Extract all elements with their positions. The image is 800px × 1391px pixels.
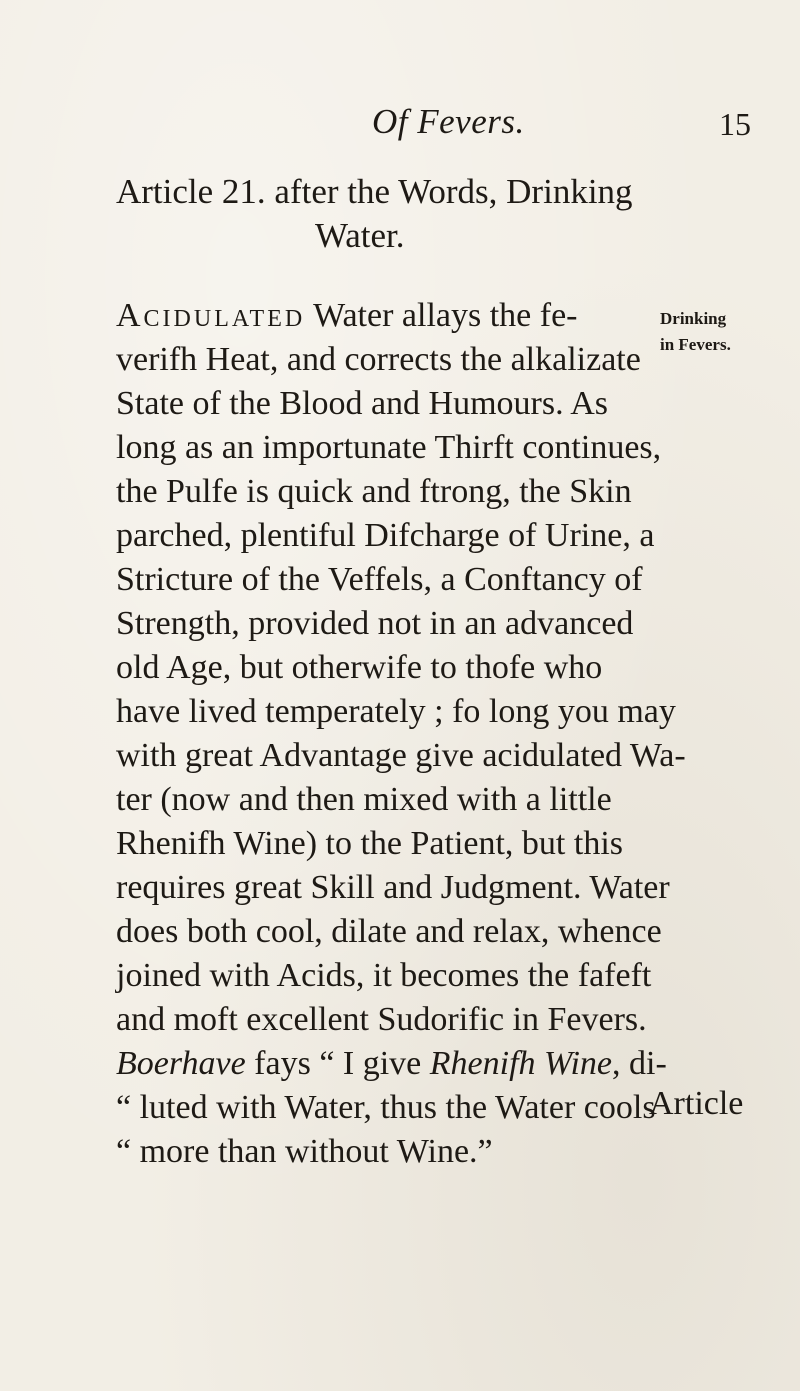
body-line-14: requires great Skill and Judgment. Water [116, 869, 670, 906]
body-line-9: old Age, but otherwife to thofe who [116, 649, 603, 686]
body-line-4: long as an importunate Thirft continues, [116, 429, 662, 466]
body-line-1 [116, 294, 578, 338]
body-line-1-rest: Water allays the fe- [305, 297, 578, 334]
catchword: Article [649, 1085, 744, 1122]
body-line-15: does both cool, dilate and relax, whence [116, 913, 662, 950]
body-line-12: ter (now and then mixed with a little [116, 781, 612, 818]
body-line-10: have lived temperately ; fo long you may [116, 693, 676, 730]
body-line-20: “ more than without Wine.” [116, 1133, 493, 1170]
body-line-18 [116, 1042, 667, 1086]
running-head-title: Of Fevers. [372, 102, 525, 141]
author-name: Boerhave [116, 1045, 246, 1082]
page-number: 15 [719, 106, 751, 142]
heading-line-1: Article 21. after the Words, Drinking [116, 172, 633, 211]
body-line-16: joined with Acids, it becomes the fafeft [116, 957, 652, 994]
heading-line-2: Water. [315, 216, 405, 255]
margin-note-line-1: Drinking [660, 309, 727, 328]
body-line-13: Rhenifh Wine) to the Patient, but this [116, 825, 623, 862]
margin-note [660, 306, 792, 358]
body-line-6: parched, plentiful Difcharge of Urine, a [116, 517, 655, 554]
body-line-19: “ luted with Water, thus the Water cools [116, 1089, 656, 1126]
body-line-8: Strength, provided not in an advanced [116, 605, 634, 642]
margin-note-line-2: in Fevers. [660, 335, 731, 354]
body-line-3: State of the Blood and Humours. As [116, 385, 609, 422]
body-line-18-mid: fays “ I give [245, 1045, 430, 1082]
drop-word: Acidulated [116, 297, 306, 334]
body-line-7: Stricture of the Veffels, a Conftancy of [116, 561, 643, 598]
body-line-11: with great Advantage give acidulated Wa- [116, 737, 686, 774]
body-line-5: the Pulfe is quick and ftrong, the Skin [116, 473, 632, 510]
body-line-2: verifh Heat, and corrects the alkalizate [116, 341, 641, 378]
running-head [0, 102, 800, 152]
body-line-17: and moft excellent Sudorific in Fevers. [116, 1001, 647, 1038]
body-line-18-end: , di- [612, 1045, 667, 1082]
wine-name: Rhenifh Wine [429, 1045, 613, 1082]
